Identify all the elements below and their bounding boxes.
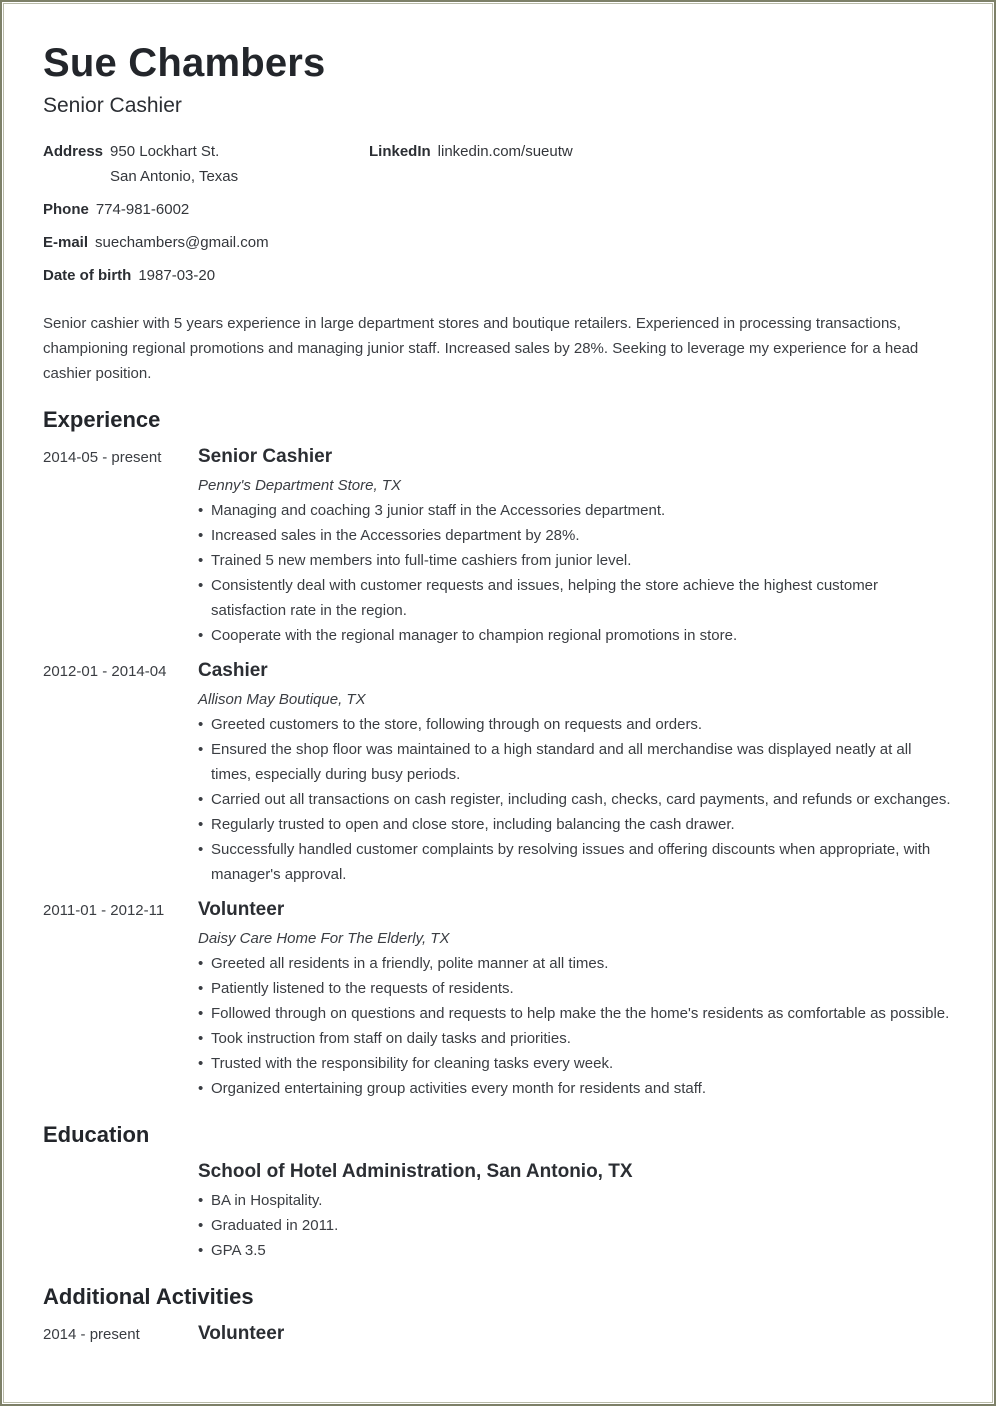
bullet-icon: • — [198, 1242, 204, 1259]
bullet-text: Cooperate with the regional manager to champion regional promotions in store. — [211, 627, 738, 644]
entry-role: Volunteer — [198, 1323, 285, 1344]
phone-label: Phone — [43, 201, 89, 218]
education-bullets — [198, 1188, 953, 1263]
bullet-text: Increased sales in the Accessories department by 28%. — [211, 527, 580, 544]
bullet-icon: • — [198, 980, 204, 997]
bullet-text: Ensured the shop floor was maintained to a high standard and all merchandise was displayed neatly at all times, especially during busy periods. — [211, 741, 912, 783]
bullet-icon: • — [198, 816, 204, 833]
bullet-item — [198, 737, 953, 787]
bullet-icon: • — [198, 1217, 204, 1234]
entry-bullets — [198, 712, 953, 887]
bullet-text: Graduated in 2011. — [211, 1217, 339, 1234]
bullet-text: Successfully handled customer complaints by resolving issues and offering discounts when appropriate, with manager's approval. — [211, 841, 931, 883]
entry-role: Cashier — [198, 660, 268, 681]
bullet-item — [198, 837, 953, 887]
experience-entry — [43, 444, 953, 648]
bullet-item — [198, 951, 953, 976]
bullet-text: Organized entertaining group activities every month for residents and staff. — [211, 1080, 706, 1097]
section-heading-activities: Additional Activities — [43, 1284, 254, 1309]
bullet-text: Regularly trusted to open and close store, including balancing the cash drawer. — [211, 816, 735, 833]
bullet-item — [198, 498, 953, 523]
dob-label: Date of birth — [43, 267, 132, 284]
bullet-icon: • — [198, 527, 204, 544]
bullet-text: Trusted with the responsibility for cleaning tasks every week. — [211, 1055, 614, 1072]
contact-dob — [43, 263, 215, 288]
bullet-text: Consistently deal with customer requests and issues, helping the store achieve the highest customer satisfaction rate in the region. — [211, 577, 879, 619]
contact-address — [43, 139, 219, 164]
bullet-item — [198, 523, 953, 548]
bullet-icon: • — [198, 502, 204, 519]
bullet-text: Managing and coaching 3 junior staff in the Accessories department. — [211, 502, 666, 519]
contact-info — [43, 139, 953, 289]
bullet-item — [198, 1188, 953, 1213]
section-heading-education: Education — [43, 1122, 150, 1147]
entry-date: 2014 - present — [43, 1326, 140, 1343]
entry-bullets — [198, 498, 953, 648]
bullet-item — [198, 1238, 953, 1263]
bullet-text: Carried out all transactions on cash register, including cash, checks, card payments, and refunds or exchanges. — [211, 791, 951, 808]
bullet-text: Trained 5 new members into full-time cashiers from junior level. — [211, 552, 632, 569]
contact-address-line2 — [110, 164, 238, 189]
bullet-icon: • — [198, 627, 204, 644]
bullet-icon: • — [198, 577, 204, 594]
bullet-icon: • — [198, 841, 204, 858]
address-line1: 950 Lockhart St. — [110, 143, 220, 160]
address-label: Address — [43, 143, 104, 160]
entry-date: 2011-01 - 2012-11 — [43, 902, 165, 919]
bullet-icon: • — [198, 741, 204, 758]
bullet-icon: • — [198, 1030, 204, 1047]
bullet-item — [198, 1213, 953, 1238]
experience-entry — [43, 658, 953, 887]
email-label: E-mail — [43, 234, 89, 251]
linkedin-value[interactable]: linkedin.com/sueutw — [437, 143, 573, 160]
bullet-text: Took instruction from staff on daily tasks and priorities. — [211, 1030, 571, 1047]
contact-email — [43, 230, 269, 255]
contact-linkedin — [369, 139, 573, 164]
bullet-item — [198, 573, 953, 623]
bullet-item — [198, 1001, 953, 1026]
bullet-text: Patiently listened to the requests of residents. — [211, 980, 514, 997]
bullet-item — [198, 812, 953, 837]
entry-role: Volunteer — [198, 899, 285, 920]
bullet-item — [198, 548, 953, 573]
contact-phone — [43, 197, 189, 222]
bullet-item — [198, 1026, 953, 1051]
bullet-item — [198, 712, 953, 737]
entry-bullets — [198, 951, 953, 1101]
section-heading-experience: Experience — [43, 407, 161, 432]
bullet-icon: • — [198, 955, 204, 972]
phone-value: 774-981-6002 — [95, 201, 190, 218]
address-line2: San Antonio, Texas — [110, 168, 239, 185]
candidate-name: Sue Chambers — [43, 41, 326, 85]
bullet-item — [198, 976, 953, 1001]
entry-organization: Penny's Department Store, TX — [198, 477, 401, 494]
entry-organization: Allison May Boutique, TX — [198, 691, 366, 708]
candidate-title: Senior Cashier — [43, 94, 182, 117]
bullet-text: Followed through on questions and requests to help make the the home's residents as comfortable as possible. — [211, 1005, 950, 1022]
profile-summary: Senior cashier with 5 years experience in large department stores and boutique retailers. Experienced in processing transactions, championing regional promotions and managing junior staff. Increased sales by 28%. Seeking to leverage my experience for a head cashier position. — [43, 315, 919, 382]
bullet-icon: • — [198, 1192, 204, 1209]
bullet-text: Greeted customers to the store, following through on requests and orders. — [211, 716, 703, 733]
bullet-item — [198, 1076, 953, 1101]
email-value[interactable]: suechambers@gmail.com — [95, 234, 269, 251]
dob-value: 1987-03-20 — [138, 267, 216, 284]
experience-entry — [43, 897, 953, 1101]
bullet-text: Greeted all residents in a friendly, polite manner at all times. — [211, 955, 609, 972]
bullet-text: GPA 3.5 — [211, 1242, 266, 1259]
entry-role: Senior Cashier — [198, 446, 333, 467]
bullet-icon: • — [198, 1005, 204, 1022]
bullet-text: BA in Hospitality. — [211, 1192, 323, 1209]
bullet-icon: • — [198, 1080, 204, 1097]
bullet-icon: • — [198, 716, 204, 733]
activity-entry — [43, 1321, 953, 1346]
bullet-item — [198, 1051, 953, 1076]
resume — [43, 40, 953, 1346]
education-entry — [43, 1159, 953, 1263]
bullet-icon: • — [198, 791, 204, 808]
bullet-icon: • — [198, 552, 204, 569]
bullet-item — [198, 787, 953, 812]
linkedin-label: LinkedIn — [369, 143, 431, 160]
entry-organization: Daisy Care Home For The Elderly, TX — [198, 930, 450, 947]
bullet-item — [198, 623, 953, 648]
entry-date: 2012-01 - 2014-04 — [43, 663, 167, 680]
bullet-icon: • — [198, 1055, 204, 1072]
school-name: School of Hotel Administration, San Antonio, TX — [198, 1161, 633, 1182]
entry-date: 2014-05 - present — [43, 449, 162, 466]
